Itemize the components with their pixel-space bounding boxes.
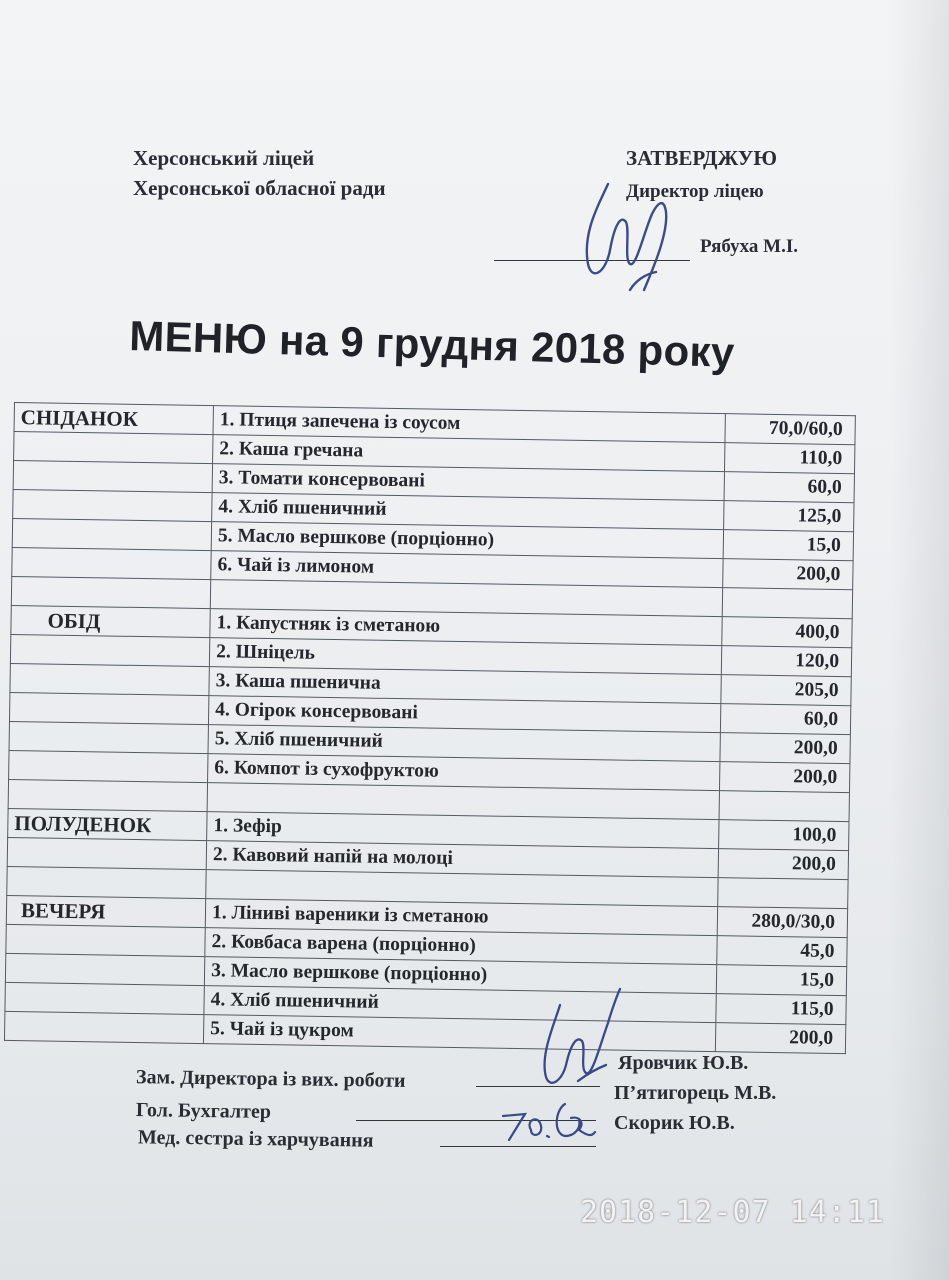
dish-amount: 200,0	[718, 849, 848, 880]
dish-name: 6. Компот із сухофруктою	[208, 754, 720, 791]
dish-name: 3. Масло вершкове (порціонно)	[204, 957, 716, 994]
meal-snack-label: ПОЛУДЕНОК	[8, 808, 207, 840]
dish-amount: 110,0	[724, 443, 854, 474]
menu-title: МЕНЮ на 9 грудня 2018 року	[128, 312, 736, 376]
dish-amount: 280,0/30,0	[717, 907, 847, 938]
dish-name: 5. Хліб пшеничний	[208, 725, 720, 762]
dish-name: 1. Птиця запечена із соусом	[213, 406, 725, 443]
dish-name: 4. Огірок консервовані	[209, 696, 721, 733]
nurse-signature	[495, 1090, 605, 1150]
deputy-label: Зам. Директора із вих. роботи	[135, 1066, 406, 1092]
deputy-signature	[520, 985, 630, 1095]
dish-amount: 115,0	[716, 994, 846, 1025]
dish-amount: 15,0	[716, 965, 846, 996]
paper-shadow	[889, 0, 949, 1280]
director-position: Директор ліцею	[626, 181, 764, 202]
dish-name: 2. Кавовий напій на молоці	[206, 841, 718, 878]
org-line-1: Херсонський ліцей	[133, 146, 315, 170]
menu-table	[4, 402, 856, 1054]
dish-name: 4. Хліб пшеничний	[204, 986, 716, 1023]
dish-name: 1. Ліниві вареники із сметаною	[205, 899, 717, 936]
dish-amount: 60,0	[724, 472, 854, 503]
dish-amount: 200,0	[719, 762, 849, 793]
dish-name: 5. Масло вершкове (порціонно)	[211, 522, 723, 559]
meal-lunch-label: ОБІД	[11, 605, 210, 637]
director-name: Рябуха М.І.	[700, 236, 798, 257]
dish-name: 3. Томати консервовані	[212, 464, 724, 501]
nurse-name: Скорик Ю.В.	[614, 1112, 735, 1134]
deputy-name: Яровчик Ю.В.	[618, 1052, 749, 1074]
dish-amount: 125,0	[724, 501, 854, 532]
nurse-label: Мед. сестра із харчування	[137, 1126, 374, 1152]
director-signature	[560, 172, 690, 302]
dish-amount: 205,0	[721, 675, 851, 706]
accountant-label: Гол. Бухгалтер	[135, 1099, 272, 1123]
dish-amount: 200,0	[715, 1023, 845, 1054]
dish-amount: 45,0	[717, 936, 847, 967]
dish-name: 3. Каша пшенична	[209, 667, 721, 704]
accountant-name: П’ятигорець М.В.	[614, 1082, 777, 1104]
meal-breakfast-label: СНІДАНОК	[14, 403, 213, 435]
dish-amount: 200,0	[720, 733, 850, 764]
photo-timestamp: 2018-12-07 14:11	[580, 1195, 885, 1230]
dish-amount: 15,0	[723, 530, 853, 561]
dish-name: 4. Хліб пшеничний	[212, 493, 724, 530]
dish-name: 5. Чай із цукром	[204, 1015, 716, 1052]
dish-name: 2. Каша гречана	[213, 435, 725, 472]
dish-name: 2. Ковбаса варена (порціонно)	[205, 928, 717, 965]
approval-heading: ЗАТВЕРДЖУЮ	[626, 146, 777, 170]
meal-dinner-label: ВЕЧЕРЯ	[6, 895, 205, 927]
org-line-2: Херсонської обласної ради	[133, 176, 386, 200]
dish-name: 1. Зефір	[207, 812, 719, 849]
dish-amount: 100,0	[719, 820, 849, 851]
dish-amount: 400,0	[722, 617, 852, 648]
dish-name: 6. Чай із лимоном	[211, 551, 723, 588]
dish-name: 2. Шніцель	[209, 638, 721, 675]
dish-name: 1. Капустняк із сметаною	[210, 609, 722, 646]
dish-amount: 70,0/60,0	[725, 414, 855, 445]
dish-amount: 60,0	[720, 704, 850, 735]
dish-amount: 200,0	[723, 559, 853, 590]
dish-amount: 120,0	[721, 646, 851, 677]
